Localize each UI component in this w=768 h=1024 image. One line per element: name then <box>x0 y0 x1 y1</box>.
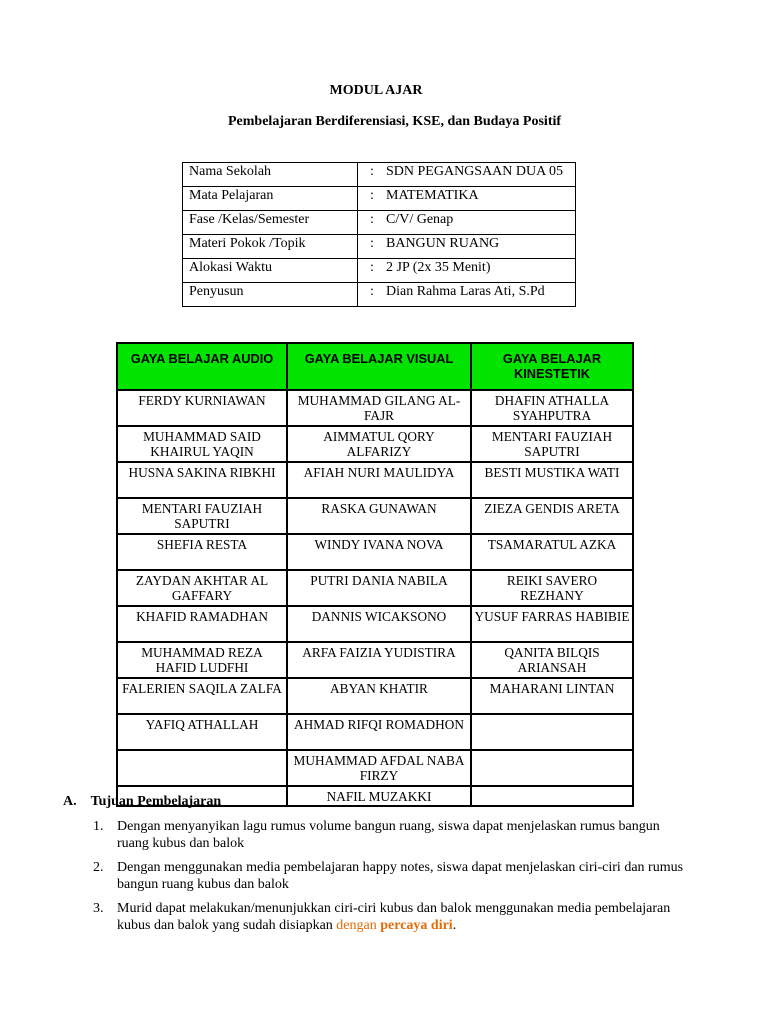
kinesthetic-student-cell: ZIEZA GENDIS ARETA <box>471 498 633 534</box>
document-subtitle: Pembelajaran Berdiferensiasi, KSE, dan Budaya Positif <box>228 114 562 129</box>
item-number: 1. <box>93 819 104 834</box>
visual-student-cell: AHMAD RIFQI ROMADHON <box>287 714 471 750</box>
audio-student-cell: KHAFID RAMADHAN <box>117 606 287 642</box>
header-audio: GAYA BELAJAR AUDIO <box>117 343 287 390</box>
kinesthetic-student-cell: MAHARANI LINTAN <box>471 678 633 714</box>
header-visual: GAYA BELAJAR VISUAL <box>287 343 471 390</box>
info-separator: : <box>358 163 385 187</box>
info-value: C/V/ Genap <box>384 211 576 235</box>
highlight-bold-text: percaya diri <box>380 918 453 933</box>
audio-student-cell: ZAYDAN AKHTAR AL GAFFARY <box>117 570 287 606</box>
visual-student-cell: NAFIL MUZAKKI <box>287 786 471 806</box>
table-row <box>117 606 633 642</box>
audio-student-cell: FALERIEN SAQILA ZALFA <box>117 678 287 714</box>
item-number: 2. <box>93 860 104 875</box>
section-title: Tujuan Pembelajaran <box>90 794 222 809</box>
visual-student-cell: ARFA FAIZIA YUDISTIRA <box>287 642 471 678</box>
section-letter: A. <box>63 794 77 809</box>
info-separator: : <box>358 259 385 283</box>
audio-student-cell: SHEFIA RESTA <box>117 534 287 570</box>
info-label: Penyusun <box>183 283 358 307</box>
info-row <box>183 259 576 283</box>
info-separator: : <box>358 235 385 259</box>
visual-student-cell: AFIAH NURI MAULIDYA <box>287 462 471 498</box>
info-value: Dian Rahma Laras Ati, S.Pd <box>384 283 576 307</box>
kinesthetic-student-cell: YUSUF FARRAS HABIBIE <box>471 606 633 642</box>
kinesthetic-student-cell: DHAFIN ATHALLA SYAHPUTRA <box>471 390 633 426</box>
list-item <box>93 818 693 852</box>
kinesthetic-student-cell: QANITA BILQIS ARIANSAH <box>471 642 633 678</box>
visual-student-cell: MUHAMMAD GILANG AL-FAJR <box>287 390 471 426</box>
visual-student-cell: MUHAMMAD AFDAL NABA FIRZY <box>287 750 471 786</box>
info-row <box>183 211 576 235</box>
info-row <box>183 187 576 211</box>
info-separator: : <box>358 211 385 235</box>
table-row <box>117 642 633 678</box>
list-item <box>93 900 693 934</box>
table-row <box>117 534 633 570</box>
school-info-table <box>182 162 576 307</box>
audio-student-cell <box>117 750 287 786</box>
audio-student-cell: HUSNA SAKINA RIBKHI <box>117 462 287 498</box>
kinesthetic-student-cell <box>471 714 633 750</box>
kinesthetic-student-cell <box>471 750 633 786</box>
table-row <box>117 714 633 750</box>
info-row <box>183 235 576 259</box>
visual-student-cell: DANNIS WICAKSONO <box>287 606 471 642</box>
table-row <box>117 570 633 606</box>
info-label: Nama Sekolah <box>183 163 358 187</box>
info-value: BANGUN RUANG <box>384 235 576 259</box>
kinesthetic-student-cell <box>471 786 633 806</box>
document-title: MODUL AJAR <box>329 83 423 98</box>
table-row <box>117 750 633 786</box>
visual-student-cell: RASKA GUNAWAN <box>287 498 471 534</box>
list-item <box>93 859 693 893</box>
info-label: Mata Pelajaran <box>183 187 358 211</box>
info-row <box>183 163 576 187</box>
info-value: SDN PEGANGSAAN DUA 05 <box>384 163 576 187</box>
table-row <box>117 390 633 426</box>
header-kinesthetic: GAYA BELAJAR KINESTETIK <box>471 343 633 390</box>
table-row <box>117 498 633 534</box>
item-text: Dengan menyanyikan lagu rumus volume bangun ruang, siswa dapat menjelaskan rumus bangun ruang kubus dan balok <box>117 819 660 851</box>
info-row <box>183 283 576 307</box>
item-number: 3. <box>93 901 104 916</box>
highlight-text: dengan <box>336 918 377 933</box>
audio-student-cell: FERDY KURNIAWAN <box>117 390 287 426</box>
visual-student-cell: PUTRI DANIA NABILA <box>287 570 471 606</box>
table-row <box>117 462 633 498</box>
visual-student-cell: AIMMATUL QORY ALFARIZY <box>287 426 471 462</box>
info-separator: : <box>358 283 385 307</box>
kinesthetic-student-cell: BESTI MUSTIKA WATI <box>471 462 633 498</box>
item-text: Dengan menggunakan media pembelajaran happy notes, siswa dapat menjelaskan ciri-ciri dan rumus bangun ruang kubus dan balok <box>117 860 684 892</box>
section-heading <box>63 794 221 810</box>
item-tail: . <box>452 918 457 933</box>
audio-student-cell: YAFIQ ATHALLAH <box>117 714 287 750</box>
visual-student-cell: WINDY IVANA NOVA <box>287 534 471 570</box>
audio-student-cell: MUHAMMAD REZA HAFID LUDFHI <box>117 642 287 678</box>
item-text: Murid dapat melakukan/menunjukkan ciri-ciri kubus dan balok menggunakan media pembelajaran kubus dan balok yang sudah disiapkan <box>117 901 671 933</box>
info-separator: : <box>358 187 385 211</box>
audio-student-cell: MUHAMMAD SAID KHAIRUL YAQIN <box>117 426 287 462</box>
info-label: Fase /Kelas/Semester <box>183 211 358 235</box>
learning-style-table <box>116 342 634 807</box>
kinesthetic-student-cell: REIKI SAVERO REZHANY <box>471 570 633 606</box>
table-row <box>117 426 633 462</box>
info-label: Alokasi Waktu <box>183 259 358 283</box>
info-value: 2 JP (2x 35 Menit) <box>384 259 576 283</box>
info-value: MATEMATIKA <box>384 187 576 211</box>
info-label: Materi Pokok /Topik <box>183 235 358 259</box>
visual-student-cell: ABYAN KHATIR <box>287 678 471 714</box>
table-row <box>117 678 633 714</box>
learning-goals-list <box>93 818 693 941</box>
kinesthetic-student-cell: TSAMARATUL AZKA <box>471 534 633 570</box>
audio-student-cell: MENTARI FAUZIAH SAPUTRI <box>117 498 287 534</box>
kinesthetic-student-cell: MENTARI FAUZIAH SAPUTRI <box>471 426 633 462</box>
